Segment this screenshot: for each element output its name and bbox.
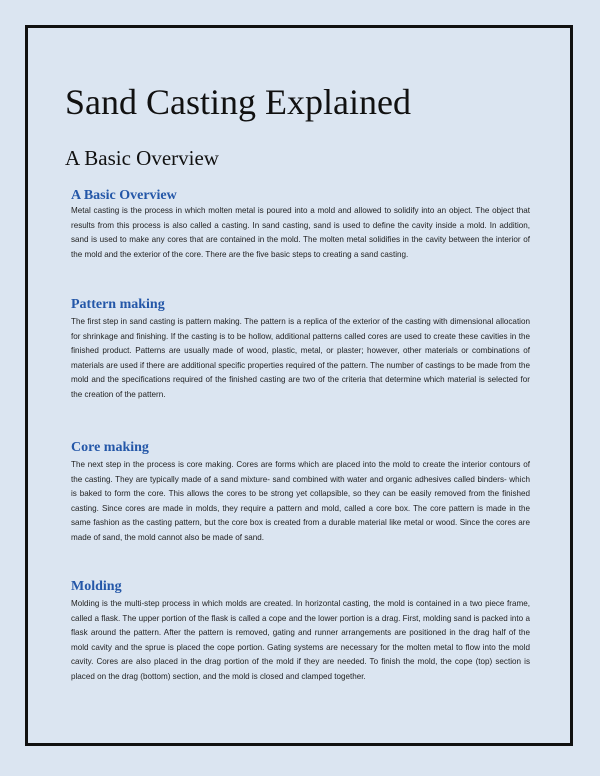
- section-heading-core-making: Core making: [71, 440, 149, 455]
- section-heading-molding: Molding: [71, 579, 122, 594]
- document-subtitle: A Basic Overview: [65, 146, 219, 170]
- section-body-pattern-making: The first step in sand casting is pattern making. The pattern is a replica of the exterior of the casting with dimensional allocation for shrinkage and finishing. If the casting is to be hollow, additional patterns called cores are used to create these cavities in the finished product. Patterns are usually made of wood, plastic, metal, or plaster; however, other materials or combinations of materials are used if there are additional specific properties required of the pattern. The number of castings to be made from the mold and the specifications required of the finished casting are two of the criteria that determine which material is selected for the creation of the pattern.: [71, 317, 530, 399]
- section-heading-pattern-making: Pattern making: [71, 297, 165, 312]
- section-body-molding: Molding is the multi-step process in which molds are created. In horizontal casting, the mold is contained in a two piece frame, called a flask. The upper portion of the flask is called a cope and the lower portion is a drag. First, molding sand is packed into a flask around the pattern. After the pattern is removed, gating and runner arrangements are positioned in the drag half of the mold cavity and the sprue is placed the cope portion. Gating systems are necessary for the molten metal to flow into the mold cavity. Cores are also placed in the drag portion of the mold if they are needed. To finish the mold, the cope (top) section is placed on the drag (bottom) section, and the mold is closed and clamped together.: [71, 599, 530, 681]
- section-body-core-making: The next step in the process is core making. Cores are forms which are placed into the mold to create the interior contours of the casting. They are typically made of a sand mixture- sand combined with water and organic adhesives called binders- which is baked to form the core. This allows the cores to be strong yet collapsible, so they can be easily removed from the finished casting. Since cores are made in molds, they require a pattern and mold, called a core box. The core pattern is made in the same fashion as the casting pattern, but the core box is created from a durable material like metal or wood. Since the cores are made of sand, the mold cannot also be made of sand.: [71, 460, 530, 542]
- document-title: Sand Casting Explained: [65, 82, 411, 122]
- section-heading-overview: A Basic Overview: [71, 188, 177, 203]
- section-body-overview: Metal casting is the process in which molten metal is poured into a mold and allowed to solidify into an object. The object that results from this process is also called a casting. In sand casting, sand is used to define the cavity inside a mold. In addition, sand is used to make any cores that are contained in the mold. The molten metal solidifies in the cavity between the interior of the mold and the exterior of the core. There are the five basic steps to creating a sand casting.: [71, 206, 530, 259]
